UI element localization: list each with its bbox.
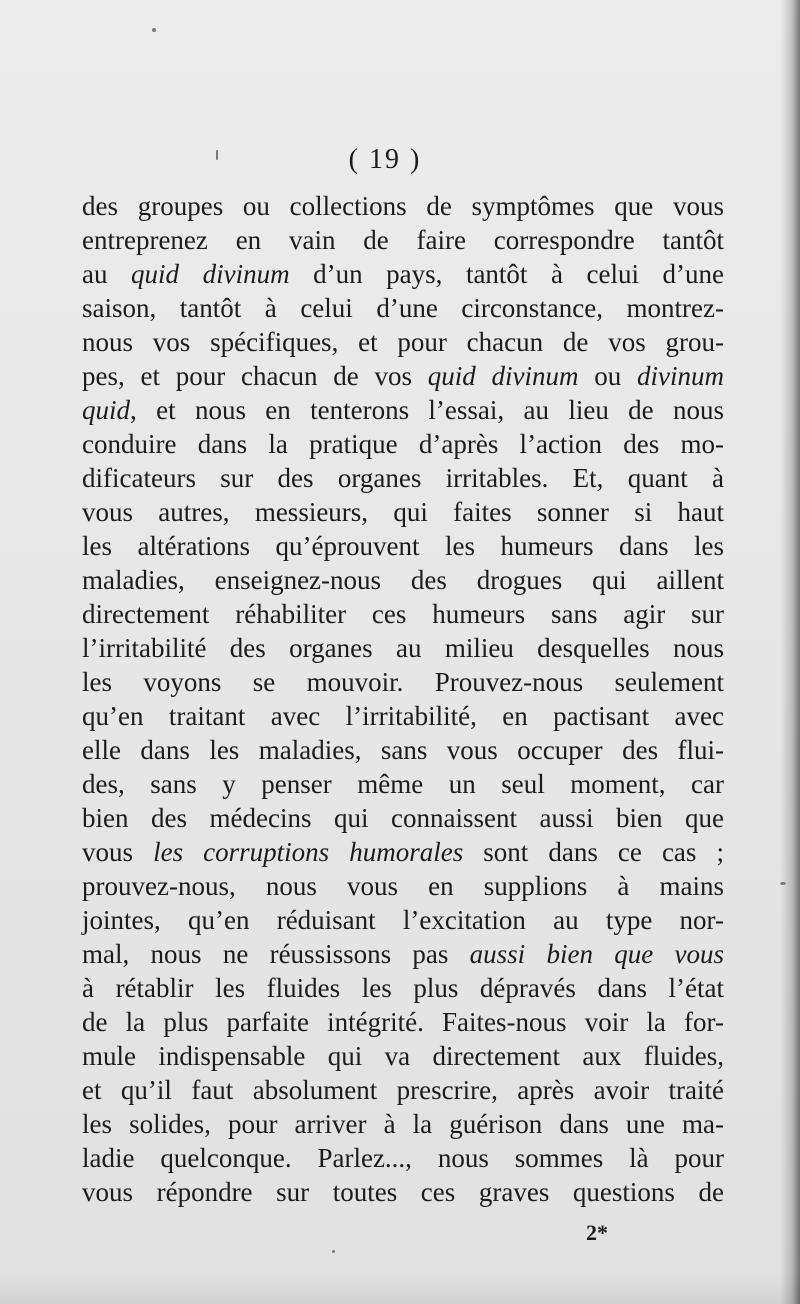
text-segment: bien des médecins qui connaissent aussi bien que xyxy=(82,803,724,833)
text-line xyxy=(82,835,724,869)
text-segment: directement réhabiliter ces humeurs sans agir sur xyxy=(82,599,724,629)
italic-phrase: quid xyxy=(82,395,131,425)
paper-speck xyxy=(780,882,786,885)
paper-speck xyxy=(332,1250,335,1253)
text-segment: au xyxy=(82,259,132,289)
text-segment: entreprenez en vain de faire correspondre tantôt xyxy=(82,225,724,255)
signature-mark: 2* xyxy=(586,1220,608,1245)
text-segment: ladie quelconque. Parlez..., nous sommes là pour xyxy=(82,1143,724,1173)
text-line xyxy=(82,665,724,699)
text-segment: vous xyxy=(82,837,154,867)
italic-phrase: quid divinum xyxy=(131,259,290,289)
text-segment: conduire dans la pratique d’après l’action des mo- xyxy=(82,429,724,459)
text-segment: mule indispensable qui va directement aux fluides, xyxy=(82,1041,724,1071)
text-segment: vous autres, messieurs, qui faites sonner si haut xyxy=(82,497,724,527)
text-segment: dificateurs sur des organes irritables. Et, quant à xyxy=(82,463,724,493)
text-segment: prouvez-nous, nous vous en supplions à mains xyxy=(82,871,724,901)
text-line xyxy=(82,869,724,903)
text-line xyxy=(82,291,724,325)
text-line xyxy=(82,495,724,529)
page-edge-shadow xyxy=(780,0,800,1304)
text-line xyxy=(82,461,724,495)
text-line xyxy=(82,257,724,291)
body-text xyxy=(82,189,724,1209)
text-segment: et qu’il faut absolument prescrire, après avoir traité xyxy=(82,1075,724,1105)
italic-phrase: les corruptions humorales xyxy=(153,837,464,867)
text-segment: nous vos spécifiques, et pour chacun de vos grou- xyxy=(82,327,724,357)
text-line xyxy=(82,767,724,801)
text-line xyxy=(82,801,724,835)
text-segment: des groupes ou collections de symptômes que vous xyxy=(82,191,724,221)
text-line xyxy=(82,1073,724,1107)
text-segment: des, sans y penser même un seul moment, car xyxy=(82,769,724,799)
text-line xyxy=(82,1005,724,1039)
text-segment: de la plus parfaite intégrité. Faites-nous voir la for- xyxy=(82,1007,724,1037)
page-bottom-shadow xyxy=(0,1274,800,1304)
paper-speck xyxy=(152,28,156,32)
text-line xyxy=(82,971,724,1005)
text-line xyxy=(82,903,724,937)
text-line xyxy=(82,563,724,597)
text-segment: saison, tantôt à celui d’une circonstance, montrez- xyxy=(82,293,724,323)
text-segment: qu’en traitant avec l’irritabilité, en pactisant avec xyxy=(82,701,724,731)
text-segment: l’irritabilité des organes au milieu desquelles nous xyxy=(82,633,724,663)
text-segment: sont dans ce cas ; xyxy=(463,837,724,867)
paper-speck xyxy=(216,150,218,160)
text-line xyxy=(82,325,724,359)
text-line xyxy=(82,223,724,257)
page-number: ( 19 ) xyxy=(348,144,422,175)
text-segment: les voyons se mouvoir. Prouvez-nous seulement xyxy=(82,667,724,697)
text-segment: à rétablir les fluides les plus dépravés dans l’état xyxy=(82,973,724,1003)
text-line xyxy=(82,1039,724,1073)
text-segment: mal, nous ne réussissons pas xyxy=(82,939,470,969)
text-line xyxy=(82,733,724,767)
text-line xyxy=(82,597,724,631)
text-segment: pes, et pour chacun de vos xyxy=(82,361,428,391)
text-line xyxy=(82,189,724,223)
text-segment: les altérations qu’éprouvent les humeurs dans les xyxy=(82,531,724,561)
text-line xyxy=(82,529,724,563)
italic-phrase: quid divinum xyxy=(427,361,579,391)
text-line xyxy=(82,937,724,971)
text-line xyxy=(82,699,724,733)
text-line xyxy=(82,1141,724,1175)
text-segment: jointes, qu’en réduisant l’excitation au type nor- xyxy=(82,905,724,935)
text-segment: elle dans les maladies, sans vous occuper des flui- xyxy=(82,735,724,765)
text-segment: les solides, pour arriver à la guérison dans une ma- xyxy=(82,1109,724,1139)
italic-phrase: divinum xyxy=(637,361,724,391)
text-line xyxy=(82,1175,724,1209)
text-line xyxy=(82,393,724,427)
text-segment: d’un pays, tantôt à celui d’une xyxy=(289,259,724,289)
text-line xyxy=(82,1107,724,1141)
text-segment: vous répondre sur toutes ces graves questions de xyxy=(82,1177,724,1207)
text-segment: maladies, enseignez-nous des drogues qui aillent xyxy=(82,565,724,595)
text-segment: , et nous en tenterons l’essai, au lieu de nous xyxy=(130,395,724,425)
italic-phrase: aussi bien que vous xyxy=(469,939,725,969)
text-segment: ou xyxy=(578,361,637,391)
text-line xyxy=(82,427,724,461)
text-line xyxy=(82,631,724,665)
text-line xyxy=(82,359,724,393)
